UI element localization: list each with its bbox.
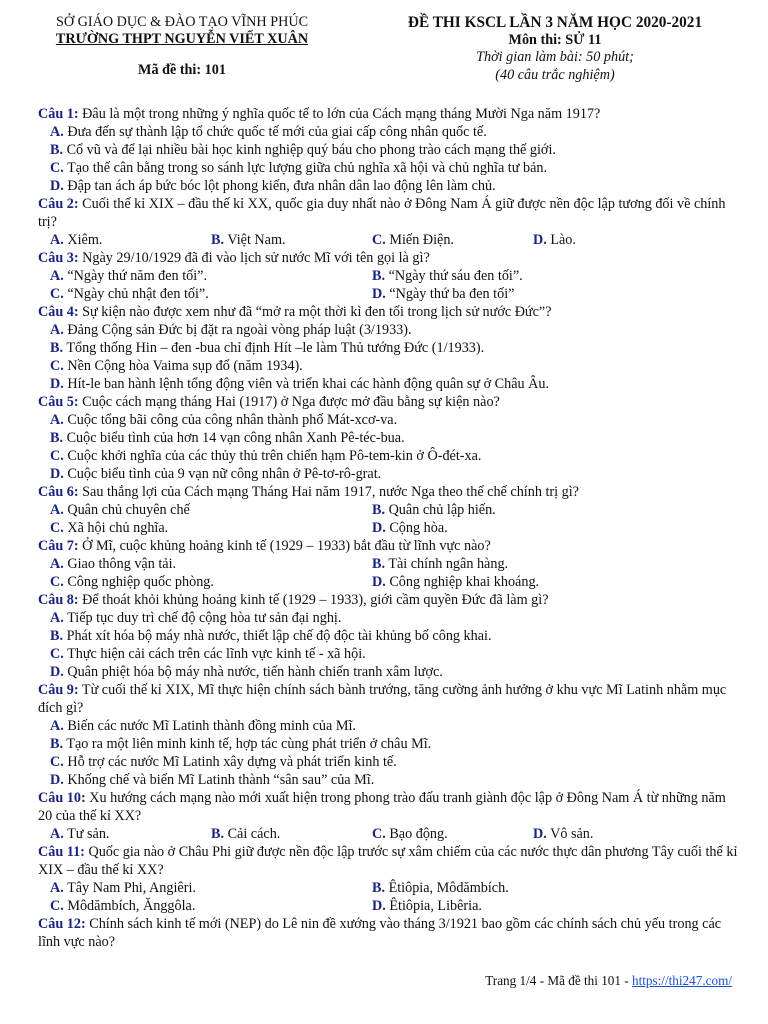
option-letter: D. <box>372 574 386 590</box>
option-letter: D. <box>50 772 64 788</box>
answer-option <box>372 897 694 915</box>
answer-option <box>50 285 372 303</box>
option-letter: A. <box>50 826 64 842</box>
question-number: Câu 10: <box>38 790 86 806</box>
option-text: Cuộc biểu tình của hơn 14 vạn công nhân Xanh Pê-téc-bua. <box>66 430 405 446</box>
option-letter: B. <box>50 430 64 446</box>
option-text: Cải cách. <box>227 826 281 842</box>
answer-option <box>211 825 372 843</box>
option-text: Quân phiệt hóa bộ máy nhà nước, tiến hành chiến tranh xâm lược. <box>67 664 443 680</box>
option-letter: D. <box>372 520 386 536</box>
question-text: Để thoát khỏi khủng hoảng kinh tế (1929 – 1933), giới cầm quyền Đức đã làm gì? <box>82 592 549 608</box>
option-text: Hỗ trợ các nước Mĩ Latinh xây dựng và phát triển kinh tế. <box>67 754 397 770</box>
question-number: Câu 7: <box>38 538 79 554</box>
question-text: Chính sách kinh tế mới (NEP) do Lê nin đề xướng vào tháng 3/1921 bao gồm các chính sách chủ yếu trong các lĩnh vực nào? <box>38 916 722 950</box>
option-letter: D. <box>50 178 64 194</box>
option-text: Quân chủ chuyên chế <box>67 502 190 518</box>
option-letter: B. <box>211 826 225 842</box>
option-text: Khống chế và biến Mĩ Latinh thành “sân sau” của Mĩ. <box>67 772 375 788</box>
option-text: Bạo động. <box>389 826 448 842</box>
question-count: (40 câu trắc nghiệm) <box>495 66 615 83</box>
answer-option <box>38 753 743 771</box>
question-number: Câu 6: <box>38 484 79 500</box>
option-text: Êtiôpia, Môdămbích. <box>388 880 509 896</box>
option-text: Vô sản. <box>550 826 594 842</box>
answer-option <box>372 825 533 843</box>
question <box>38 105 743 123</box>
answer-option <box>50 231 211 249</box>
answer-option <box>38 357 743 375</box>
option-text: Nền Cộng hòa Vaima sụp đổ (năm 1934). <box>67 358 303 374</box>
question-number: Câu 2: <box>38 196 79 212</box>
answer-option <box>372 555 694 573</box>
option-text: Cộng hòa. <box>389 520 448 536</box>
option-row <box>38 879 743 897</box>
question-number: Câu 1: <box>38 106 79 122</box>
option-text: Tiếp tục duy trì chế độ cộng hòa tư sản đại nghị. <box>67 610 342 626</box>
option-text: “Ngày thứ sáu đen tối”. <box>388 268 523 284</box>
option-row <box>38 573 743 591</box>
option-letter: A. <box>50 412 64 428</box>
option-text: Hít-le ban hành lệnh tổng động viên và triển khai các hành động quân sự ở Châu Âu. <box>67 376 550 392</box>
option-text: Giao thông vận tải. <box>67 556 177 572</box>
answer-option <box>38 609 743 627</box>
option-row <box>38 897 743 915</box>
option-letter: A. <box>50 718 64 734</box>
question-text: Đâu là một trong những ý nghĩa quốc tế to lớn của Cách mạng tháng Mười Nga năm 1917? <box>82 106 601 122</box>
option-text: Xiêm. <box>67 232 103 248</box>
question <box>38 537 743 555</box>
option-letter: C. <box>50 286 64 302</box>
answer-option <box>50 519 372 537</box>
option-letter: D. <box>372 898 386 914</box>
option-text: “Ngày chủ nhật đen tối”. <box>67 286 209 302</box>
question <box>38 249 743 267</box>
answer-option <box>50 573 372 591</box>
option-letter: A. <box>50 502 64 518</box>
question <box>38 591 743 609</box>
question-text: Xu hướng cách mạng nào mới xuất hiện trong phong trào đấu tranh giành độc lập ở Đông Nam Á từ những năm 20 của thế kỉ XX? <box>38 790 726 824</box>
option-letter: B. <box>50 736 64 752</box>
answer-option <box>38 141 743 159</box>
answer-option <box>533 825 694 843</box>
option-letter: D. <box>533 232 547 248</box>
option-letter: C. <box>50 448 64 464</box>
option-row <box>38 501 743 519</box>
option-letter: D. <box>50 664 64 680</box>
answer-option <box>38 735 743 753</box>
option-text: Xã hội chủ nghĩa. <box>67 520 169 536</box>
option-text: Cuộc tổng bãi công của công nhân thành phố Mát-xcơ-va. <box>67 412 398 428</box>
answer-option <box>50 501 372 519</box>
page-info: Trang 1/4 - Mã đề thi 101 - <box>485 973 632 988</box>
answer-option <box>372 879 694 897</box>
answer-option <box>38 645 743 663</box>
question <box>38 483 743 501</box>
answer-option <box>38 771 743 789</box>
option-letter: A. <box>50 610 64 626</box>
answer-option <box>38 177 743 195</box>
question <box>38 195 743 231</box>
answer-option <box>38 159 743 177</box>
option-letter: C. <box>50 754 64 770</box>
option-text: Quân chủ lập hiến. <box>388 502 496 518</box>
option-letter: C. <box>372 232 386 248</box>
option-letter: D. <box>50 376 64 392</box>
answer-option <box>372 285 694 303</box>
question-number: Câu 3: <box>38 250 79 266</box>
answer-option <box>38 321 743 339</box>
source-link[interactable]: https://thi247.com/ <box>631 973 732 988</box>
option-letter: D. <box>372 286 386 302</box>
question-number: Câu 11: <box>38 844 85 860</box>
question-number: Câu 4: <box>38 304 79 320</box>
department-name: SỞ GIÁO DỤC & ĐÀO TẠO VĨNH PHÚC <box>55 14 309 30</box>
option-text: Đập tan ách áp bức bóc lột phong kiến, đưa nhân dân lao động lên làm chủ. <box>67 178 496 194</box>
option-text: Công nghiệp khai khoáng. <box>389 574 540 590</box>
option-text: Tạo ra một liên minh kinh tế, hợp tác cùng phát triển ở châu Mĩ. <box>66 736 432 752</box>
question-list <box>38 105 743 951</box>
answer-option <box>38 411 743 429</box>
page-footer <box>485 973 732 989</box>
answer-option <box>38 627 743 645</box>
option-letter: B. <box>50 628 64 644</box>
option-letter: A. <box>50 268 64 284</box>
exam-subject: Môn thi: SỬ 11 <box>508 31 602 48</box>
answer-option <box>38 339 743 357</box>
answer-option <box>50 897 372 915</box>
option-text: Việt Nam. <box>227 232 286 248</box>
answer-option <box>372 231 533 249</box>
question-number: Câu 5: <box>38 394 79 410</box>
question-number: Câu 12: <box>38 916 86 932</box>
option-text: “Ngày thứ năm đen tối”. <box>67 268 208 284</box>
question-text: Từ cuối thế kỉ XIX, Mĩ thực hiện chính sách bành trướng, tăng cường ảnh hưởng ở khu vực Mĩ Latinh nhằm mục đích gì? <box>38 682 727 716</box>
option-text: Cuộc biểu tình của 9 vạn nữ công nhân ở Pê-tơ-rô-grat. <box>67 466 382 482</box>
option-letter: B. <box>50 142 64 158</box>
answer-option <box>372 501 694 519</box>
option-text: Lào. <box>550 232 576 248</box>
option-letter: C. <box>50 898 64 914</box>
option-row <box>38 231 743 249</box>
option-text: Biến các nước Mĩ Latinh thành đồng minh của Mĩ. <box>67 718 356 734</box>
answer-option <box>38 429 743 447</box>
exam-title: ĐỀ THI KSCL LẦN 3 NĂM HỌC 2020-2021 <box>407 14 703 31</box>
option-letter: C. <box>50 646 64 662</box>
answer-option <box>38 717 743 735</box>
option-row <box>38 267 743 285</box>
answer-option <box>50 825 211 843</box>
question-text: Cuộc cách mạng tháng Hai (1917) ở Nga được mở đầu bằng sự kiện nào? <box>82 394 500 410</box>
option-letter: C. <box>372 826 386 842</box>
option-row <box>38 555 743 573</box>
option-text: Thực hiện cải cách trên các lĩnh vực kinh tế - xã hội. <box>67 646 366 662</box>
option-letter: B. <box>372 502 386 518</box>
answer-option <box>372 519 694 537</box>
question-number: Câu 8: <box>38 592 79 608</box>
header-left <box>22 14 342 79</box>
option-text: Phát xít hóa bộ máy nhà nước, thiết lập chế độ độc tài khủng bố công khai. <box>66 628 492 644</box>
option-letter: C. <box>50 358 64 374</box>
answer-option <box>372 267 694 285</box>
option-letter: B. <box>372 556 386 572</box>
option-letter: B. <box>372 880 386 896</box>
option-letter: B. <box>50 340 64 356</box>
question <box>38 681 743 717</box>
option-letter: A. <box>50 880 64 896</box>
answer-option <box>38 465 743 483</box>
option-letter: D. <box>50 466 64 482</box>
option-letter: B. <box>211 232 225 248</box>
question <box>38 915 743 951</box>
option-text: Công nghiệp quốc phòng. <box>67 574 214 590</box>
option-text: “Ngày thứ ba đen tối” <box>389 286 515 302</box>
option-text: Tạo thế cân bằng trong so sánh lực lượng giữa chủ nghĩa xã hội và chủ nghĩa tư bản. <box>67 160 548 176</box>
option-row <box>38 825 743 843</box>
question-text: Cuối thế kỉ XIX – đầu thế kỉ XX, quốc gia duy nhất nào ở Đông Nam Á giữ được nền độc lập tương đối về chính trị? <box>38 196 726 230</box>
option-letter: D. <box>533 826 547 842</box>
option-text: Tổng thống Hin – đen -bua chỉ định Hít –le làm Thủ tướng Đức (1/1933). <box>66 340 485 356</box>
question <box>38 393 743 411</box>
exam-time: Thời gian làm bài: 50 phút; <box>476 49 634 65</box>
question-number: Câu 9: <box>38 682 79 698</box>
option-text: Cổ vũ và để lại nhiều bài học kinh nghiệp quý báu cho phong trào cách mạng thế giới. <box>66 142 556 158</box>
question <box>38 303 743 321</box>
question-text: Sau thắng lợi của Cách mạng Tháng Hai năm 1917, nước Nga theo thể chế chính trị gì? <box>82 484 579 500</box>
option-text: Tây Nam Phi, Angiêri. <box>67 880 196 896</box>
answer-option <box>38 123 743 141</box>
answer-option <box>50 879 372 897</box>
answer-option <box>211 231 372 249</box>
option-text: Miến Điện. <box>389 232 454 248</box>
question-text: Quốc gia nào ở Châu Phi giữ được nền độc lập trước sự xâm chiếm của các nước thực dân phương Tây cuối thế kỉ XIX – đầu thế kỉ XX? <box>38 844 738 878</box>
option-letter: C. <box>50 520 64 536</box>
question <box>38 789 743 825</box>
answer-option <box>50 267 372 285</box>
answer-option <box>38 375 743 393</box>
option-row <box>38 519 743 537</box>
option-text: Môdămbích, Ănggôla. <box>67 898 196 914</box>
option-letter: C. <box>50 574 64 590</box>
exam-code: Mã đề thi: 101 <box>138 62 226 78</box>
question-text: Ở Mĩ, cuộc khủng hoảng kinh tế (1929 – 1933) bắt đầu từ lĩnh vực nào? <box>82 538 491 554</box>
school-name: TRƯỜNG THPT NGUYỄN VIẾT XUÂN <box>55 31 309 47</box>
option-text: Tài chính ngân hàng. <box>388 556 509 572</box>
option-text: Đảng Cộng sản Đức bị đặt ra ngoài vòng pháp luật (3/1933). <box>67 322 412 338</box>
answer-option <box>38 447 743 465</box>
option-letter: C. <box>50 160 64 176</box>
answer-option <box>50 555 372 573</box>
option-letter: A. <box>50 232 64 248</box>
option-row <box>38 285 743 303</box>
answer-option <box>533 231 694 249</box>
option-letter: B. <box>372 268 386 284</box>
question-text: Sự kiện nào được xem như đã “mở ra một thời kì đen tối trong lịch sử nước Đức”? <box>82 304 552 320</box>
option-letter: A. <box>50 556 64 572</box>
option-letter: A. <box>50 124 64 140</box>
option-text: Đưa đến sự thành lập tổ chức quốc tế mới của giai cấp công nhân quốc tế. <box>67 124 487 140</box>
question <box>38 843 743 879</box>
option-text: Êtiôpia, Libêria. <box>389 898 482 914</box>
option-text: Cuộc khởi nghĩa của các thủy thủ trên chiến hạm Pô-tem-kin ở Ô-đét-xa. <box>67 448 482 464</box>
question-text: Ngày 29/10/1929 đã đi vào lịch sử nước Mĩ với tên gọi là gì? <box>82 250 430 266</box>
option-letter: A. <box>50 322 64 338</box>
answer-option <box>38 663 743 681</box>
option-text: Tư sản. <box>67 826 110 842</box>
header-right <box>355 14 755 84</box>
answer-option <box>372 573 694 591</box>
